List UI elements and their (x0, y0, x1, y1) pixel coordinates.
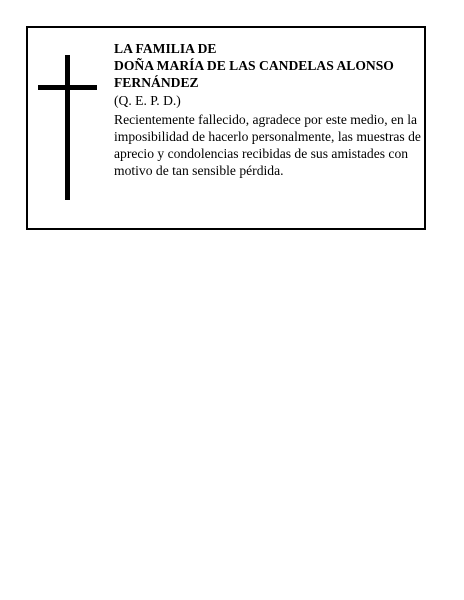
obituary-notice (26, 26, 426, 230)
qepd-label: (Q. E. P. D.) (114, 93, 181, 108)
deceased-name-line2: FERNÁNDEZ (114, 75, 199, 90)
family-heading: LA FAMILIA DE (114, 41, 217, 56)
cross-vertical-bar (65, 55, 70, 200)
notice-text (114, 40, 422, 179)
cross-icon (38, 55, 98, 200)
deceased-name-line1: DOÑA MARÍA DE LAS CANDELAS ALONSO (114, 58, 394, 73)
notice-body: Recientemente fallecido, agradece por este medio, en la imposibilidad de hacerlo personalmente, las muestras de aprecio y condolencias recibidas de sus amistades con motivo de tan sensible pérdida. (114, 112, 421, 178)
cross-horizontal-bar (38, 85, 97, 90)
